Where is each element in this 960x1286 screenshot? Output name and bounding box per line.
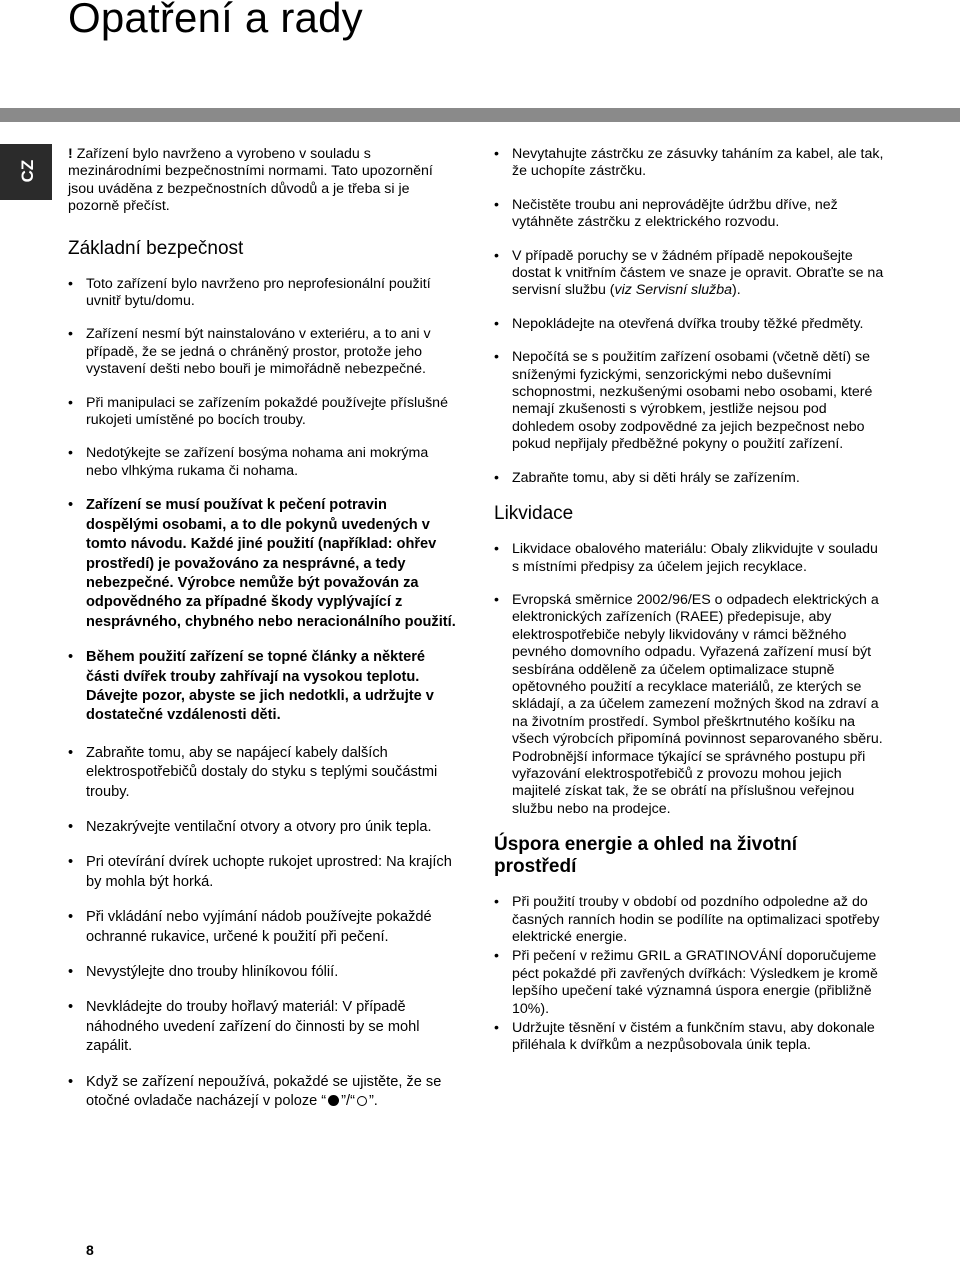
list-item-knob-position (68, 1073, 456, 1112)
warning-paragraph (68, 146, 456, 216)
list-item: • Zařízení nesmí být nainstalováno v exteriéru, a to ani v případě, že se jedná o chráněný prostor, protože jeho vystavení dešti nebo bouři je mimořádně nebezpečné. (68, 326, 456, 378)
list-item: • Zabraňte tomu, aby se napájecí kabely dalších elektrospotřebičů dostaly do styku s teplými součástmi trouby. (68, 744, 456, 802)
list-item: • Evropská směrnice 2002/96/ES o odpadech elektrických a elektronických zařízeních (RAEE) předepisuje, aby elektrospotřebiče nebyly likvidovány v rámci běžného pevného domovního odpadu. Vyřazená zařízení musí být sesbírána odděleně za účelem optimalizace stupně opětovného použití a recyklace materiálů, ze kterých se skládají, a za účelem zamezení možných škod na zdraví a na životním prostředí. Symbol přeškrtnutého košíku na všech výrobcích připomíná povinnost separovaného sběru. Podrobnější informace týkající se správného postupu při vyřazování elektrospotřebičů z provozu mohou jejich majitelé získat tak, že se obrátí na příslušnou veřejnou službu nebo na prodejce. (494, 592, 884, 818)
knob-text-middle: ”/“ (341, 1093, 355, 1110)
list-item: • Zabraňte tomu, aby si děti hrály se zařízením. (494, 470, 884, 487)
list-item: • Nepokládejte na otevřená dvířka trouby těžké předměty. (494, 316, 884, 333)
list-item: • Nečistěte troubu ani neprovádějte údržbu dříve, než vytáhněte zástrčku z elektrického rozvodu. (494, 197, 884, 232)
list-item: • Nepočítá se s použitím zařízení osobami (včetně dětí) se sníženými fyzickými, senzorickými nebo duševními schopnostmi, nezkušenými osobami nebo osobami, které nemají zkušenosti s výrobkem, jestliže nejsou pod dohledem osoby zodpovědné za jejich bezpečnost nebo pokud nepřijaly předběžné pokyny o použití zařízení. (494, 349, 884, 453)
language-label: CZ (18, 159, 37, 183)
page-title: Opatření a rady (68, 0, 363, 41)
list-item: • Při manipulaci se zařízením pokaždé používejte příslušné rukojeti umístěné po bocích trouby. (68, 395, 456, 430)
right-safety-list (494, 146, 884, 487)
list-item-service (494, 248, 884, 300)
page-number: 8 (86, 1242, 94, 1258)
list-item: • Udržujte těsnění v čistém a funkčním stavu, aby dokonale přiléhala k dvířkům a nezpůsobovala únik tepla. (494, 1020, 884, 1055)
list-item: • Pri otevírání dvírek uchopte rukojet uprostred: Na krajích by mohla být horká. (68, 853, 456, 892)
knob-off-filled-icon (328, 1095, 339, 1106)
disposal-list (494, 541, 884, 818)
knob-text-after: ”. (368, 1093, 378, 1110)
knob-text-before: Když se zařízení nepoužívá, pokaždé se ujistěte, že se otočné ovladače nacházejí v poloze “ (86, 1073, 442, 1110)
list-item: • Zařízení se musí používat k pečení potravin dospělými osobami, a to dle pokynů uvedených v tomto návodu. Každé jiné použití (například: ohřev prostředí) je považováno za nesprávné, a tedy nebezpečné. Výrobce nemůže být považován za odpovědného za případné škody vyplývající z nesprávného, chybného nebo neracionálního použití. (68, 496, 456, 632)
title-bar (0, 108, 960, 122)
language-tab (0, 144, 52, 200)
service-text: V případě poruchy se v žádném případě nepokoušejte dostat k vnitřním částem ve snaze je opravit. Obraťte se na servisní službu ( (512, 247, 884, 299)
list-item: • Nevytahujte zástrčku ze zásuvky taháním za kabel, ale tak, že uchopíte zástrčku. (494, 146, 884, 181)
list-item: • Likvidace obalového materiálu: Obaly zlikvidujte v souladu s místními předpisy za účelem jejich recyklace. (494, 541, 884, 576)
warning-icon: ! (68, 146, 73, 162)
right-column (494, 146, 884, 1057)
list-item: • Při vkládání nebo vyjímání nádob používejte pokaždé ochranné rukavice, určené k použití při pečení. (68, 908, 456, 947)
section-title-energy: Úspora energie a ohled na životní prostředí (494, 834, 798, 878)
list-item: • Nedotýkejte se zařízení bosýma nohama ani mokrýma nebo vlhkýma rukama či nohama. (68, 445, 456, 480)
knob-off-empty-icon (357, 1096, 367, 1106)
list-item: • Při použití trouby v období od pozdního odpoledne až do časných ranních hodin se podílíte na optimalizaci spotřeby elektrické energie. (494, 894, 884, 946)
basic-safety-list (68, 276, 456, 481)
list-item: • Nezakrývejte ventilační otvory a otvory pro únik tepla. (68, 818, 456, 837)
list-item: • Během použití zařízení se topné články a některé části dvířek trouby zahřívají na vysokou teplotu. Dávejte pozor, abyste se jich nedotkli, a udržujte v dostatečné vzdálenosti děti. (68, 648, 456, 726)
warning-text: Zařízení bylo navrženo a vyrobeno v souladu s mezinárodními bezpečnostními normami. Tato upozornění jsou uváděna z bezpečnostních důvodů a je třeba si je pozorně přečíst. (68, 146, 433, 215)
list-item: • Při pečení v režimu GRIL a GRATINOVÁNÍ doporučujeme péct pokaždé při zavřených dvířkách: Výsledkem je kromě lepšího upečení také významná úspora energie (přibližně 10%). (494, 948, 884, 1018)
section-title-basic-safety: Základní bezpečnost (68, 237, 244, 259)
safety-list-continued (68, 744, 456, 1112)
section-title-disposal: Likvidace (494, 503, 574, 525)
left-column (68, 146, 456, 1127)
service-reference: viz Servisní služba (614, 282, 732, 299)
list-item: • Nevkládejte do trouby hořlavý materiál: V případě náhodného uvedení zařízení do činnosti by se mohl zapálit. (68, 998, 456, 1056)
list-item: • Toto zařízení bylo navrženo pro neprofesionální použití uvnitř bytu/domu. (68, 276, 456, 311)
service-text-after: ). (731, 282, 741, 299)
list-item: • Nevystýlejte dno trouby hliníkovou fólií. (68, 963, 456, 982)
energy-list (494, 894, 884, 1055)
bold-warning-list (68, 496, 456, 725)
